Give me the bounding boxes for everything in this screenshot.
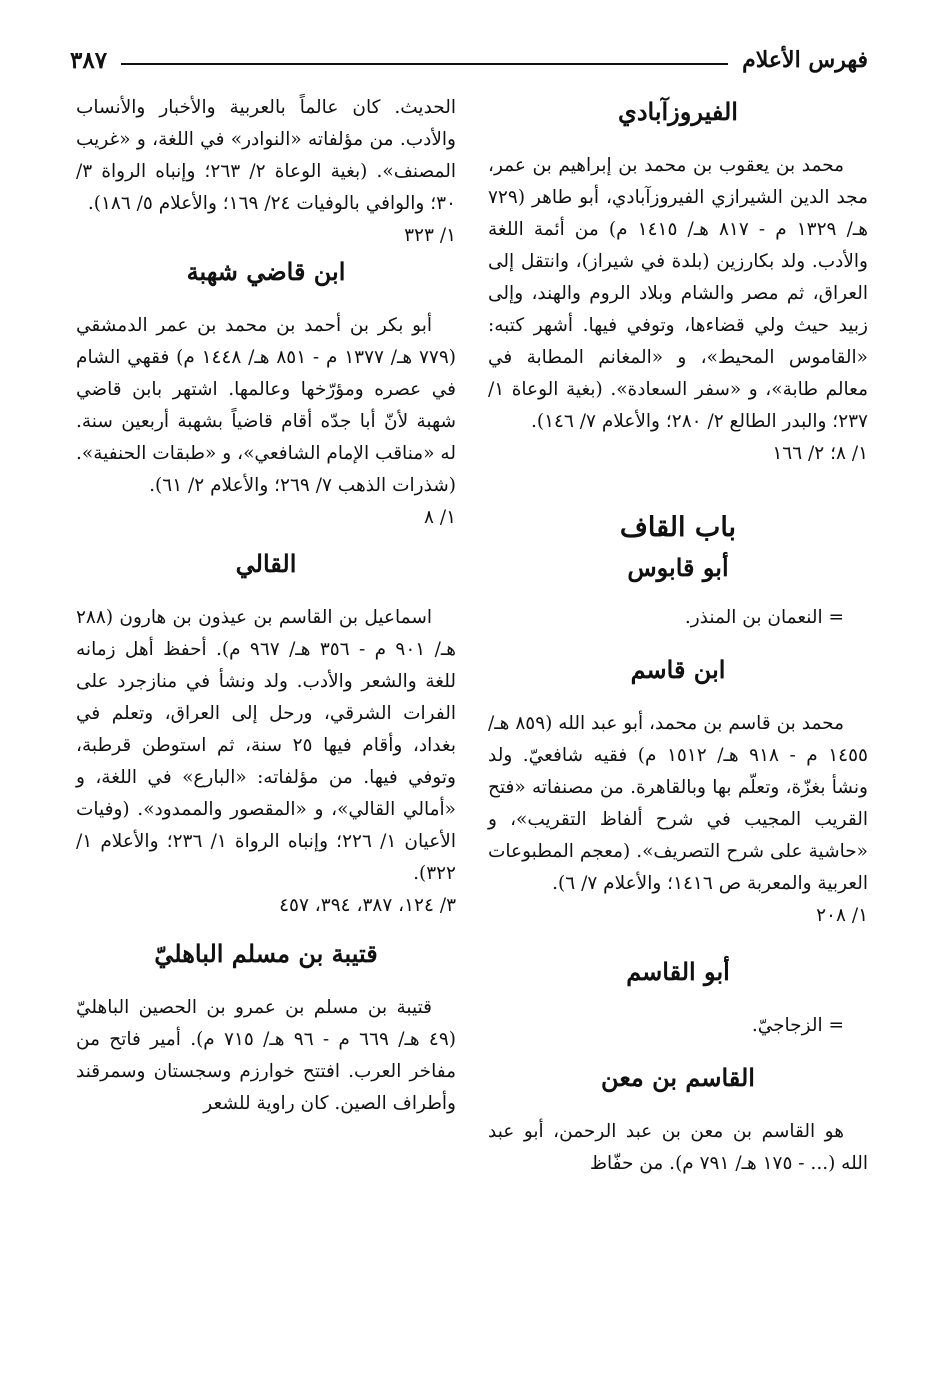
entry-qutayba [76, 934, 456, 1120]
entry-title: أبو القاسم [626, 957, 730, 986]
entry-firuzabadi [488, 92, 868, 470]
entry-body: محمد بن قاسم بن محمد، أبو عبد الله (٨٥٩ هـ/ ١٤٥٥ م - ٩١٨ هـ/ ١٥١٢ م) فقيه شافعيّ. ولد ونشأ بغزّة، وتعلّم بها وبالقاهرة. من مصنفاته «فتح القريب المجيب في شرح ألفاظ التقريب»، و «حاشية على شرح التصريف». (معجم المطبوعات العربية والمعربة ص ١٤١٦؛ والأعلام ٧/ ٦). [488, 713, 868, 894]
entry-title: أبو قابوس [627, 553, 729, 582]
page-header [70, 38, 868, 82]
running-title: فهرس الأعلام [742, 47, 868, 73]
entry-reference: ١/ ٣٢٣ [404, 225, 456, 246]
entry-continuation [76, 92, 456, 252]
entry-title: ابن قاسم [630, 655, 726, 684]
page-number: ٣٨٧ [70, 46, 108, 74]
entry-body: محمد بن يعقوب بن محمد بن إبراهيم بن عمر، مجد الدين الشيرازي الفيروزآبادي، أبو طاهر (٧٢٩ هـ/ ١٣٢٩ م - ٨١٧ هـ/ ١٤١٥ م) من أئمة اللغة والأدب. ولد بكارزين (بلدة في شيراز)، وانتقل إلى العراق، ثم مصر والشام وبلاد الروم والهند، وإلى زبيد حيث ولي قضاءها، وتوفي فيها. أشهر كتبه: «القاموس المحيط»، و «المغانم المطابة في معالم طابة»، و «سفر السعادة». (بغية الوعاة ١/ ٢٣٧؛ والبدر الطالع ٢/ ٢٨٠؛ والأعلام ٧/ ١٤٦). [488, 155, 868, 432]
entry-reference: ١/ ٢٠٨ [816, 905, 868, 926]
entry-body: هو القاسم بن معن بن عبد الرحمن، أبو عبد الله (... - ١٧٥ هـ/ ٧٩١ م). من حفّاظ [488, 1121, 868, 1174]
entry-body: قتيبة بن مسلم بن عمرو بن الحصين الباهليّ (٤٩ هـ/ ٦٦٩ م - ٩٦ هـ/ ٧١٥ م). أمير فاتح من مفاخر العرب. افتتح خوارزم وسجستان وسمرقند وأطراف الصين. كان راوية للشعر [76, 997, 456, 1114]
right-column [488, 92, 868, 1180]
entry-title: ابن قاضي شهبة [186, 257, 346, 286]
entry-reference: ١/ ٨ [424, 507, 456, 528]
entry-abu-alqasim [488, 952, 868, 1042]
entry-ibn-qasim [488, 650, 868, 932]
entry-alqali [76, 544, 456, 922]
entry-reference: ٣/ ١٢٤، ٣٨٧، ٣٩٤، ٤٥٧ [279, 895, 456, 916]
entry-body: أبو بكر بن أحمد بن محمد بن عمر الدمشقي (٧٧٩ هـ/ ١٣٧٧ م - ٨٥١ هـ/ ١٤٤٨ م) فقهي الشام في عصره ومؤرّخها وعالمها. اشتهر بابن قاضي شهبة لأنّ أبا جدّه أقام قاضياً بشهبة أربعين سنة. له «مناقب الإمام الشافعي»، و «طبقات الحنفية». (شذرات الذهب ٧/ ٢٦٩؛ والأعلام ٢/ ٦١). [76, 315, 457, 496]
entry-title: القاسم بن معن [601, 1063, 755, 1092]
chapter-heading: باب القاف [619, 512, 737, 543]
entry-title: الفيروزآبادي [618, 97, 738, 126]
entry-reference: ١/ ٨؛ ٢/ ١٦٦ [772, 443, 868, 464]
left-column [76, 92, 456, 1120]
entry-body: اسماعيل بن القاسم بن عيذون بن هارون (٢٨٨ هـ/ ٩٠١ م - ٣٥٦ هـ/ ٩٦٧ م). أحفظ أهل زمانه للغة والشعر والأدب. ولد ونشأ في منازجرد على الفرات الشرقي، ورحل إلى العراق، وتعلم في بغداد، وأقام فيها ٢٥ سنة، ثم استوطن قرطبة، وتوفي فيها. من مؤلفاته: «البارع» في اللغة، و «أمالي القالي»، و «المقصور والممدود». (وفيات الأعيان ١/ ٢٢٦؛ وإنباه الرواة ١/ ٢٣٦؛ والأعلام ١/ ٣٢٢). [76, 607, 456, 884]
entry-abu-qabus [488, 548, 868, 634]
header-rule [121, 63, 728, 65]
entry-body: الحديث. كان عالماً بالعربية والأخبار والأنساب والأدب. من مؤلفاته «النوادر» في اللغة، و «غريب المصنف». (بغية الوعاة ٢/ ٢٦٣؛ وإنباه الرواة ٣/ ٣٠؛ والوافي بالوفيات ٢٤/ ١٦٩؛ والأعلام ٥/ ١٨٦). [76, 97, 456, 214]
cross-reference: = النعمان بن المنذر. [684, 607, 844, 628]
entry-ibn-qadi-shuhba [76, 252, 456, 534]
cross-reference: = الزجاجيّ. [751, 1015, 844, 1036]
entry-title: قتيبة بن مسلم الباهليّ [154, 939, 378, 968]
entry-alqasim-ibn-maan [488, 1058, 868, 1180]
entry-title: القالي [235, 549, 297, 578]
